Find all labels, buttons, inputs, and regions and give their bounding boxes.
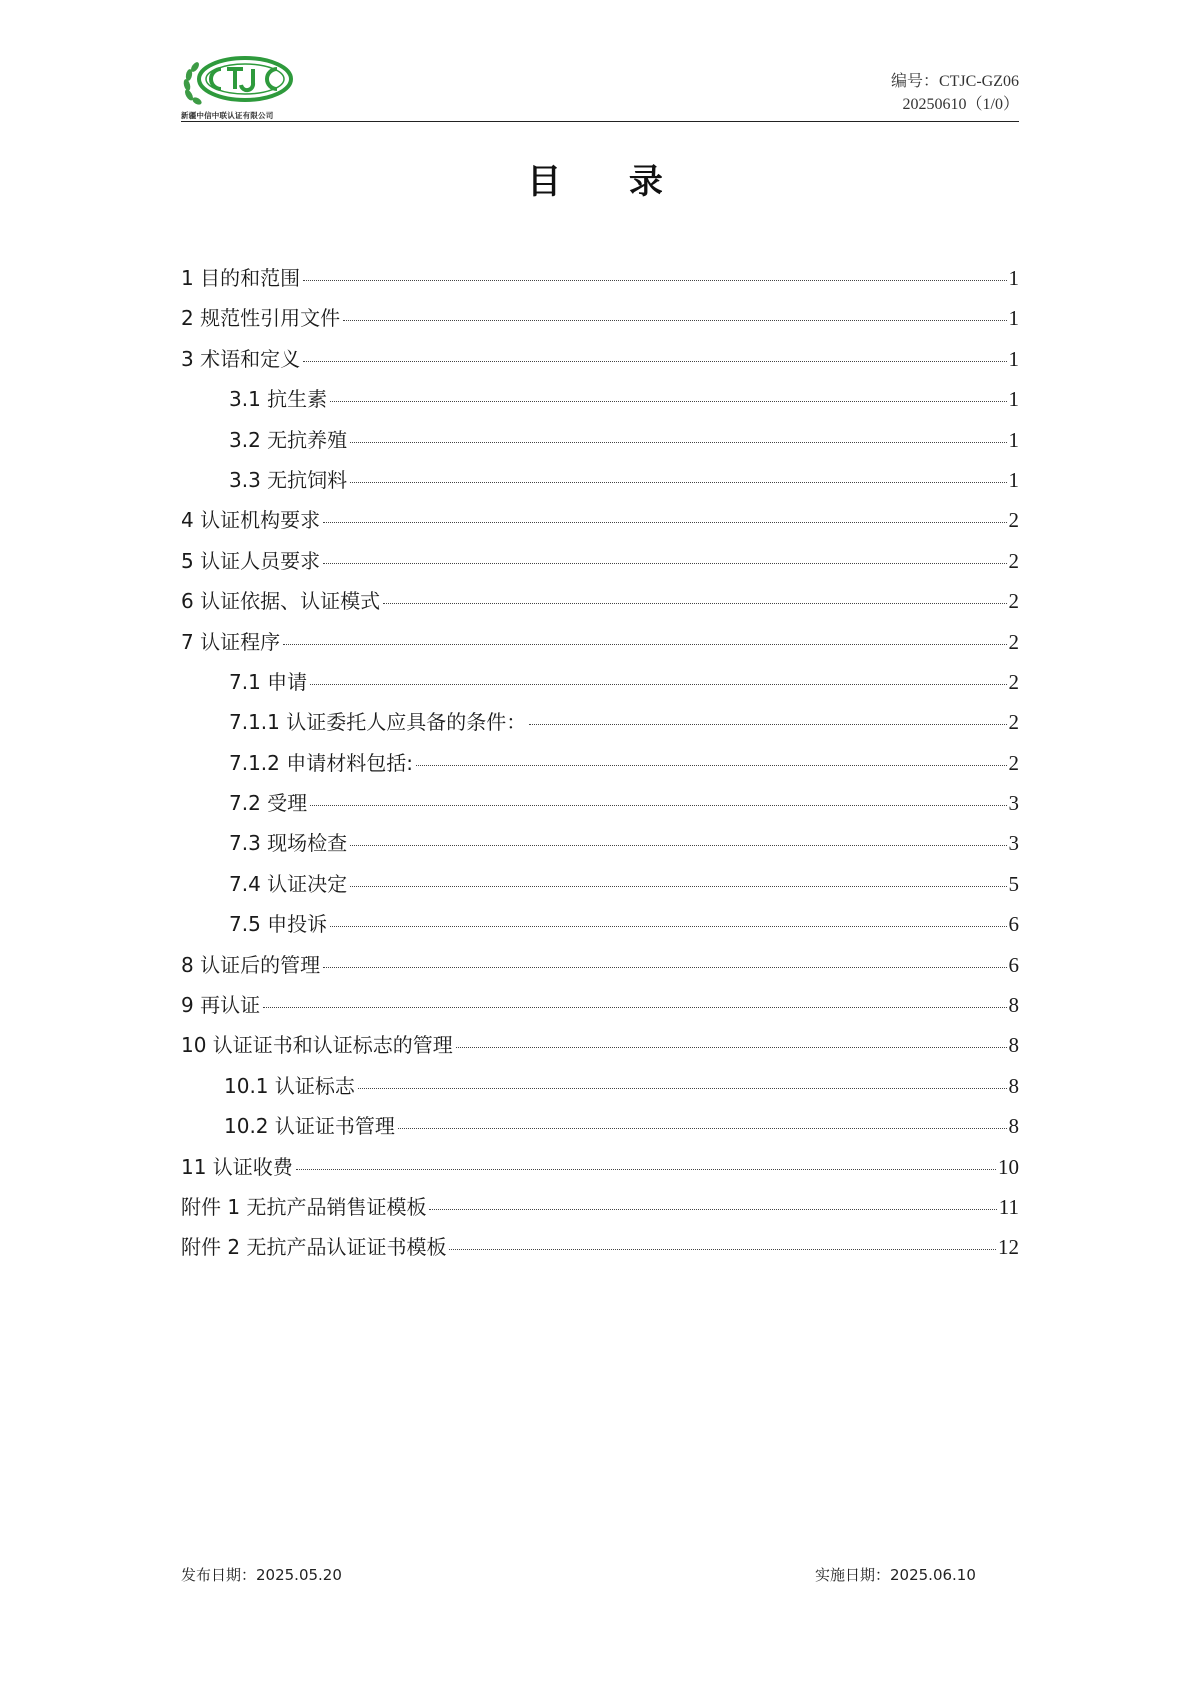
toc-entry[interactable]	[181, 302, 1019, 342]
toc-page-number: 1	[1008, 266, 1019, 290]
page-title: 目 录	[527, 162, 691, 202]
toc-page-number: 2	[1008, 750, 1019, 775]
toc-dot-leader	[323, 967, 1006, 968]
toc-entry-label: 7.1 申请	[229, 669, 308, 694]
toc-page-number: 8	[1008, 1114, 1019, 1139]
toc-entry[interactable]	[181, 262, 1019, 302]
toc-dot-leader	[358, 1088, 1007, 1089]
toc-entry-label: 7.4 认证决定	[229, 871, 348, 896]
toc-entry-label: 7.1.2 申请材料包括:	[229, 750, 413, 775]
toc-entry-label: 2 规范性引用文件	[181, 306, 341, 331]
toc-entry-label: 3.3 无抗饲料	[229, 467, 348, 492]
issue-date: 发布日期：2025.05.20	[181, 1566, 342, 1584]
table-of-contents	[181, 262, 1019, 1272]
toc-entry[interactable]	[181, 424, 1019, 464]
toc-page-number: 12	[998, 1235, 1019, 1260]
toc-dot-leader	[310, 805, 1006, 806]
toc-entry[interactable]	[181, 1231, 1019, 1271]
toc-page-number: 2	[1008, 710, 1019, 735]
toc-entry[interactable]	[181, 949, 1019, 989]
ctjc-logo-icon	[181, 55, 301, 111]
toc-entry[interactable]	[181, 989, 1019, 1029]
toc-entry[interactable]	[181, 585, 1019, 625]
toc-entry[interactable]	[181, 1070, 1019, 1110]
toc-entry[interactable]	[181, 383, 1019, 423]
toc-dot-leader	[449, 1249, 996, 1250]
toc-dot-leader	[310, 684, 1006, 685]
toc-dot-leader	[350, 845, 1006, 846]
toc-entry-label: 7 认证程序	[181, 629, 281, 654]
toc-dot-leader	[350, 482, 1006, 483]
toc-page-number: 1	[1008, 427, 1019, 452]
toc-entry-label: 5 认证人员要求	[181, 548, 321, 573]
toc-entry-label: 附件 1 无抗产品销售证模板	[181, 1194, 427, 1219]
toc-page-number: 2	[1008, 548, 1019, 573]
toc-entry-label: 7.3 现场检查	[229, 831, 348, 856]
toc-entry-label: 10.1 认证标志	[224, 1073, 355, 1098]
toc-entry-label: 3 术语和定义	[181, 346, 301, 371]
toc-dot-leader	[323, 522, 1006, 523]
toc-page-number: 8	[1008, 1073, 1019, 1098]
toc-entry[interactable]	[181, 626, 1019, 666]
toc-page-number: 11	[998, 1194, 1019, 1219]
toc-entry-label: 7.2 受理	[229, 791, 308, 816]
toc-page-number: 8	[1008, 1033, 1019, 1058]
toc-dot-leader	[303, 361, 1006, 362]
toc-dot-leader	[283, 644, 1006, 645]
toc-entry-label: 8 认证后的管理	[181, 952, 321, 977]
toc-entry-label: 7.1.1 认证委托人应具备的条件：	[229, 710, 527, 735]
toc-entry[interactable]	[181, 787, 1019, 827]
toc-page-number: 2	[1008, 669, 1019, 694]
toc-dot-leader	[323, 563, 1006, 564]
toc-entry[interactable]	[181, 504, 1019, 544]
document-meta	[891, 70, 1019, 116]
toc-page-number: 1	[1008, 306, 1019, 331]
toc-entry[interactable]	[181, 464, 1019, 504]
toc-page-number: 10	[998, 1154, 1019, 1179]
toc-dot-leader	[398, 1128, 1007, 1129]
toc-page-number: 3	[1008, 791, 1019, 816]
toc-dot-leader	[429, 1209, 996, 1210]
effective-date: 实施日期：2025.06.10	[815, 1566, 976, 1584]
toc-entry[interactable]	[181, 545, 1019, 585]
toc-page-number: 2	[1008, 589, 1019, 614]
toc-entry[interactable]	[181, 868, 1019, 908]
toc-entry-label: 10 认证证书和认证标志的管理	[181, 1033, 453, 1058]
toc-entry[interactable]	[181, 1110, 1019, 1150]
toc-dot-leader	[263, 1007, 1006, 1008]
toc-entry-label: 6 认证依据、认证模式	[181, 589, 381, 614]
toc-dot-leader	[350, 442, 1006, 443]
toc-entry[interactable]	[181, 827, 1019, 867]
toc-entry-label: 3.1 抗生素	[229, 387, 328, 412]
toc-entry-label: 1 目的和范围	[181, 266, 301, 290]
toc-page-number: 2	[1008, 629, 1019, 654]
page-header	[181, 55, 1019, 122]
toc-entry-label: 4 认证机构要求	[181, 508, 321, 533]
toc-dot-leader	[296, 1169, 996, 1170]
toc-entry-label: 3.2 无抗养殖	[229, 427, 348, 452]
document-number: 编号：CTJC-GZ06	[890, 73, 1019, 90]
toc-entry-label: 7.5 申投诉	[229, 912, 328, 937]
company-name: 新疆中信中联认证有限公司	[181, 111, 274, 120]
toc-entry-label: 附件 2 无抗产品认证证书模板	[181, 1235, 447, 1260]
toc-entry-label: 9 再认证	[181, 993, 261, 1018]
toc-dot-leader	[383, 603, 1006, 604]
toc-dot-leader	[343, 320, 1006, 321]
toc-page-number: 6	[1008, 912, 1019, 937]
toc-page-number: 1	[1008, 387, 1019, 412]
toc-dot-leader	[350, 886, 1006, 887]
toc-entry-label: 10.2 认证证书管理	[224, 1114, 395, 1139]
document-version: 20250610（1/0）	[902, 96, 1019, 113]
toc-dot-leader	[529, 724, 1006, 725]
toc-page-number: 1	[1008, 467, 1019, 492]
toc-entry[interactable]	[181, 1151, 1019, 1191]
toc-entry[interactable]	[181, 1191, 1019, 1231]
toc-dot-leader	[330, 401, 1006, 402]
toc-dot-leader	[456, 1047, 1007, 1048]
toc-page-number: 3	[1008, 831, 1019, 856]
toc-entry[interactable]	[181, 706, 1019, 746]
toc-entry[interactable]	[181, 1029, 1019, 1069]
toc-page-number: 1	[1008, 346, 1019, 371]
toc-page-number: 2	[1008, 508, 1019, 533]
toc-dot-leader	[330, 926, 1006, 927]
toc-page-number: 5	[1008, 871, 1019, 896]
toc-entry[interactable]	[181, 747, 1019, 787]
toc-entry[interactable]	[181, 343, 1019, 383]
toc-entry-label: 11 认证收费	[181, 1154, 293, 1179]
toc-entry[interactable]	[181, 908, 1019, 948]
toc-entry[interactable]	[181, 666, 1019, 706]
toc-page-number: 6	[1008, 952, 1019, 977]
toc-dot-leader	[303, 280, 1006, 281]
toc-dot-leader	[416, 765, 1007, 766]
toc-page-number: 8	[1008, 993, 1019, 1018]
